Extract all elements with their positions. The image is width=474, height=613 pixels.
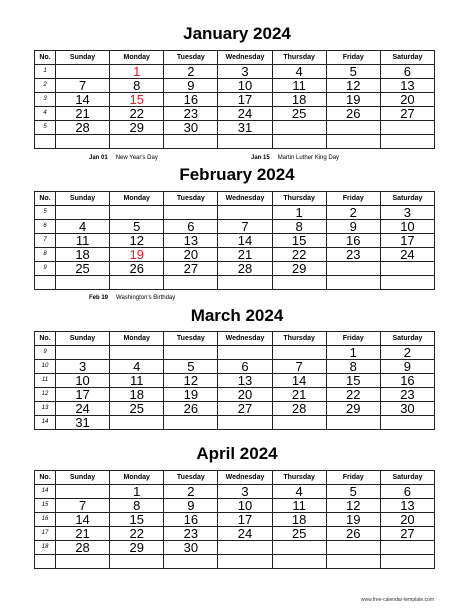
week-row [35,499,435,513]
holiday-note [89,155,158,161]
day-cell [110,135,164,149]
week-row [35,220,435,234]
week-number-header: No. [35,332,56,346]
day-cell: 10 [56,374,110,388]
week-number: 14 [35,485,56,499]
day-cell: 11 [272,499,326,513]
day-cell: 2 [326,206,380,220]
day-cell [110,346,164,360]
day-cell [56,485,110,499]
day-cell: 15 [272,234,326,248]
day-cell: 24 [56,402,110,416]
day-cell [272,346,326,360]
day-cell: 6 [380,485,434,499]
day-cell: 8 [110,79,164,93]
day-cell: 7 [56,499,110,513]
day-cell: 27 [218,402,272,416]
day-cell: 19 [326,513,380,527]
day-cell: 18 [272,513,326,527]
day-cell: 13 [380,79,434,93]
day-cell: 12 [326,79,380,93]
week-row [35,107,435,121]
week-number-header: No. [35,192,56,206]
day-cell [110,206,164,220]
week-number [35,276,56,290]
week-row [35,402,435,416]
week-row [35,485,435,499]
day-cell: 5 [164,360,218,374]
day-cell: 9 [164,499,218,513]
day-cell [380,276,434,290]
day-cell: 20 [218,388,272,402]
day-cell: 13 [218,374,272,388]
weekday-header: Tuesday [164,471,218,485]
day-cell: 2 [164,485,218,499]
day-cell: 12 [326,499,380,513]
week-row [35,555,435,569]
day-cell: 21 [56,107,110,121]
day-cell [56,555,110,569]
month-title: March 2024 [190,306,284,325]
week-row [35,276,435,290]
day-cell [164,555,218,569]
month-title: January 2024 [183,24,291,43]
week-number: 6 [35,220,56,234]
day-cell [218,541,272,555]
week-row [35,248,435,262]
weekday-header: Saturday [380,51,434,65]
day-cell: 25 [272,107,326,121]
day-cell [164,276,218,290]
weekday-header: Friday [326,192,380,206]
day-cell: 29 [326,402,380,416]
week-row [35,346,435,360]
calendar-table [34,50,435,149]
month-title: February 2024 [179,165,295,184]
day-cell [272,555,326,569]
day-cell: 14 [272,374,326,388]
day-cell: 21 [56,527,110,541]
weekday-header: Thursday [272,332,326,346]
calendar-table [34,331,435,430]
weekday-header: Tuesday [164,192,218,206]
day-cell: 22 [110,527,164,541]
day-cell: 27 [164,262,218,276]
day-cell: 10 [218,79,272,93]
weekday-header: Wednesday [218,192,272,206]
day-cell: 17 [380,234,434,248]
weekday-header: Saturday [380,332,434,346]
weekday-header: Wednesday [218,332,272,346]
day-cell: 4 [56,220,110,234]
day-cell: 25 [272,527,326,541]
week-row [35,513,435,527]
day-cell: 1 [110,65,164,79]
week-row [35,206,435,220]
day-cell: 7 [272,360,326,374]
day-cell: 18 [56,248,110,262]
header-row [35,471,435,485]
weekday-header: Thursday [272,192,326,206]
day-cell [56,206,110,220]
holiday-note [251,155,339,161]
day-cell: 7 [56,79,110,93]
weekday-header: Wednesday [218,51,272,65]
week-row [35,135,435,149]
day-cell: 16 [326,234,380,248]
day-cell: 4 [272,485,326,499]
day-cell: 15 [110,93,164,107]
day-cell [164,346,218,360]
week-row [35,541,435,555]
week-row [35,374,435,388]
week-number: 9 [35,262,56,276]
day-cell [326,135,380,149]
day-cell: 3 [380,206,434,220]
week-row [35,527,435,541]
week-number: 10 [35,360,56,374]
weekday-header: Tuesday [164,51,218,65]
day-cell [272,541,326,555]
day-cell: 21 [218,248,272,262]
day-cell: 29 [272,262,326,276]
day-cell: 22 [110,107,164,121]
day-cell: 20 [164,248,218,262]
day-cell [326,262,380,276]
month-title: April 2024 [196,444,278,463]
week-number-header: No. [35,51,56,65]
day-cell [218,346,272,360]
holiday-date: Jan 01 [89,155,108,161]
day-cell: 18 [272,93,326,107]
day-cell: 6 [218,360,272,374]
week-number-header: No. [35,471,56,485]
day-cell: 1 [272,206,326,220]
day-cell: 19 [164,388,218,402]
week-row [35,388,435,402]
weekday-header: Friday [326,332,380,346]
day-cell: 7 [218,220,272,234]
day-cell: 26 [326,527,380,541]
day-cell [218,276,272,290]
week-row [35,262,435,276]
week-row [35,360,435,374]
week-row [35,79,435,93]
weekday-header: Monday [110,471,164,485]
week-row [35,234,435,248]
day-cell [272,416,326,430]
day-cell: 5 [110,220,164,234]
day-cell [380,416,434,430]
day-cell: 8 [326,360,380,374]
day-cell: 23 [380,388,434,402]
weekday-header: Friday [326,51,380,65]
holiday-name: New Year's Day [115,155,158,161]
day-cell: 15 [110,513,164,527]
day-cell: 30 [380,402,434,416]
weekday-header: Monday [110,192,164,206]
day-cell [272,276,326,290]
day-cell: 13 [380,499,434,513]
week-number: 9 [35,346,56,360]
day-cell: 5 [326,65,380,79]
day-cell: 26 [110,262,164,276]
day-cell: 23 [164,107,218,121]
day-cell: 28 [272,402,326,416]
day-cell: 3 [218,485,272,499]
week-number: 3 [35,93,56,107]
week-number: 7 [35,234,56,248]
day-cell: 24 [218,107,272,121]
day-cell: 2 [380,346,434,360]
header-row [35,192,435,206]
day-cell: 14 [56,513,110,527]
week-row [35,93,435,107]
day-cell: 10 [380,220,434,234]
day-cell: 11 [272,79,326,93]
header-row [35,51,435,65]
day-cell [110,555,164,569]
day-cell: 11 [56,234,110,248]
day-cell: 8 [272,220,326,234]
weekday-header: Saturday [380,192,434,206]
day-cell: 21 [272,388,326,402]
week-row [35,416,435,430]
holiday-note [89,295,175,301]
day-cell [326,276,380,290]
week-number: 13 [35,402,56,416]
holiday-name: Martin Luther King Day [277,155,340,161]
day-cell [380,135,434,149]
day-cell: 12 [164,374,218,388]
weekday-header: Sunday [56,332,110,346]
weekday-header: Saturday [380,471,434,485]
day-cell: 19 [110,248,164,262]
day-cell: 9 [326,220,380,234]
day-cell [56,135,110,149]
day-cell: 30 [164,121,218,135]
day-cell: 16 [380,374,434,388]
week-number: 4 [35,107,56,121]
day-cell: 1 [110,485,164,499]
day-cell: 28 [56,121,110,135]
calendar-table [34,470,435,569]
day-cell: 9 [380,360,434,374]
week-number: 1 [35,65,56,79]
day-cell [56,346,110,360]
week-number: 12 [35,388,56,402]
day-cell [218,206,272,220]
weekday-header: Friday [326,471,380,485]
day-cell [272,135,326,149]
day-cell: 27 [380,527,434,541]
day-cell: 18 [110,388,164,402]
day-cell [164,416,218,430]
day-cell: 16 [164,513,218,527]
day-cell: 3 [218,65,272,79]
day-cell: 24 [218,527,272,541]
weekday-header: Sunday [56,471,110,485]
day-cell [380,541,434,555]
day-cell: 31 [56,416,110,430]
day-cell [218,555,272,569]
week-number [35,135,56,149]
weekday-header: Monday [110,332,164,346]
day-cell: 16 [164,93,218,107]
week-number: 2 [35,79,56,93]
day-cell [56,276,110,290]
day-cell: 9 [164,79,218,93]
day-cell [164,135,218,149]
day-cell: 8 [110,499,164,513]
weekday-header: Wednesday [218,471,272,485]
day-cell: 19 [326,93,380,107]
day-cell: 6 [380,65,434,79]
calendar-table [34,191,435,290]
day-cell [164,206,218,220]
header-row [35,332,435,346]
day-cell: 6 [164,220,218,234]
week-number: 14 [35,416,56,430]
day-cell: 20 [380,513,434,527]
day-cell: 23 [164,527,218,541]
holiday-date: Jan 15 [251,155,270,161]
weekday-header: Sunday [56,192,110,206]
week-number: 17 [35,527,56,541]
week-number: 5 [35,121,56,135]
week-row [35,65,435,79]
day-cell: 23 [326,248,380,262]
day-cell: 26 [326,107,380,121]
day-cell: 15 [326,374,380,388]
holiday-date: Feb 19 [89,295,109,301]
day-cell: 17 [218,93,272,107]
day-cell [110,416,164,430]
day-cell [326,555,380,569]
day-cell: 11 [110,374,164,388]
day-cell: 14 [56,93,110,107]
day-cell: 4 [272,65,326,79]
week-number: 11 [35,374,56,388]
weekday-header: Sunday [56,51,110,65]
week-number: 18 [35,541,56,555]
weekday-header: Thursday [272,471,326,485]
day-cell: 5 [326,485,380,499]
day-cell: 22 [326,388,380,402]
day-cell: 29 [110,121,164,135]
day-cell: 14 [218,234,272,248]
day-cell [272,121,326,135]
footer-credit: www.free-calendar-template.com [360,597,434,603]
day-cell: 24 [380,248,434,262]
day-cell: 20 [380,93,434,107]
weekday-header: Tuesday [164,332,218,346]
week-number: 15 [35,499,56,513]
week-number: 5 [35,206,56,220]
day-cell [380,262,434,276]
weekday-header: Thursday [272,51,326,65]
day-cell: 27 [380,107,434,121]
day-cell: 31 [218,121,272,135]
day-cell: 30 [164,541,218,555]
day-cell: 3 [56,360,110,374]
week-number [35,555,56,569]
day-cell [110,276,164,290]
day-cell: 25 [110,402,164,416]
day-cell [218,135,272,149]
day-cell: 28 [56,541,110,555]
day-cell [326,121,380,135]
day-cell [218,416,272,430]
day-cell [326,416,380,430]
day-cell: 12 [110,234,164,248]
day-cell [380,121,434,135]
day-cell: 25 [56,262,110,276]
day-cell [326,541,380,555]
week-number: 16 [35,513,56,527]
day-cell: 13 [164,234,218,248]
day-cell: 4 [110,360,164,374]
day-cell [380,555,434,569]
holiday-name: Washington's Birthday [116,295,176,301]
day-cell [56,65,110,79]
weekday-header: Monday [110,51,164,65]
day-cell: 28 [218,262,272,276]
day-cell: 10 [218,499,272,513]
day-cell: 22 [272,248,326,262]
week-number: 8 [35,248,56,262]
week-row [35,121,435,135]
day-cell: 29 [110,541,164,555]
day-cell: 17 [218,513,272,527]
day-cell: 1 [326,346,380,360]
day-cell: 17 [56,388,110,402]
day-cell: 26 [164,402,218,416]
day-cell: 2 [164,65,218,79]
